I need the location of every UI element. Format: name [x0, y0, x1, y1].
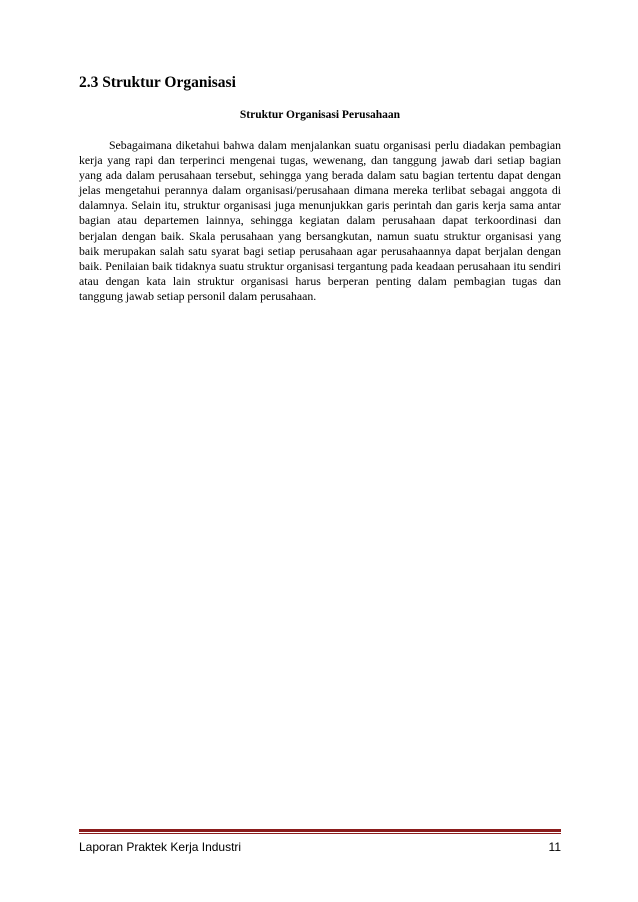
footer-title: Laporan Praktek Kerja Industri — [79, 840, 242, 854]
footer-rule-thick — [79, 829, 561, 832]
sub-heading: Struktur Organisasi Perusahaan — [239, 109, 401, 121]
page-number: 11 — [548, 840, 561, 854]
footer-rule — [79, 829, 561, 834]
section-heading: 2.3 Struktur Organisasi — [79, 74, 236, 91]
footer-rule-thin — [79, 833, 561, 834]
body-paragraph: Sebagaimana diketahui bahwa dalam menjalankan suatu organisasi perlu diadakan pembagian kerja yang rapi dan terperinci mengenai tugas, wewenang, dan tanggung jawab dari setiap bagian yang ada dalam perusahaan tersebut, sehingga yang berada dalam satu bagian tertentu dapat dengan jelas mengetahui perannya dalam organisasi/perusahaan dimana mereka terlibat sebagai anggota di dalamnya. Selain itu, struktur organisasi juga menunjukkan garis perintah dan garis kerja sama antar bagian atau departemen lainnya, sehingga kegiatan dalam perusahaan dapat terkoordinasi dan berjalan dengan baik. Skala perusahaan yang bersangkutan, namun suatu struktur organisasi yang baik merupakan salah satu syarat bagi setiap perusahaan agar perusahaannya dapat berjalan dengan baik. Penilaian baik tidaknya suatu struktur organisasi tergantung pada keadaan perusahaan itu sendiri atau dengan kata lain struktur organisasi harus berperan penting dalam pembagian tugas dan tanggung jawab setiap personil dalam perusahaan. — [79, 138, 561, 303]
